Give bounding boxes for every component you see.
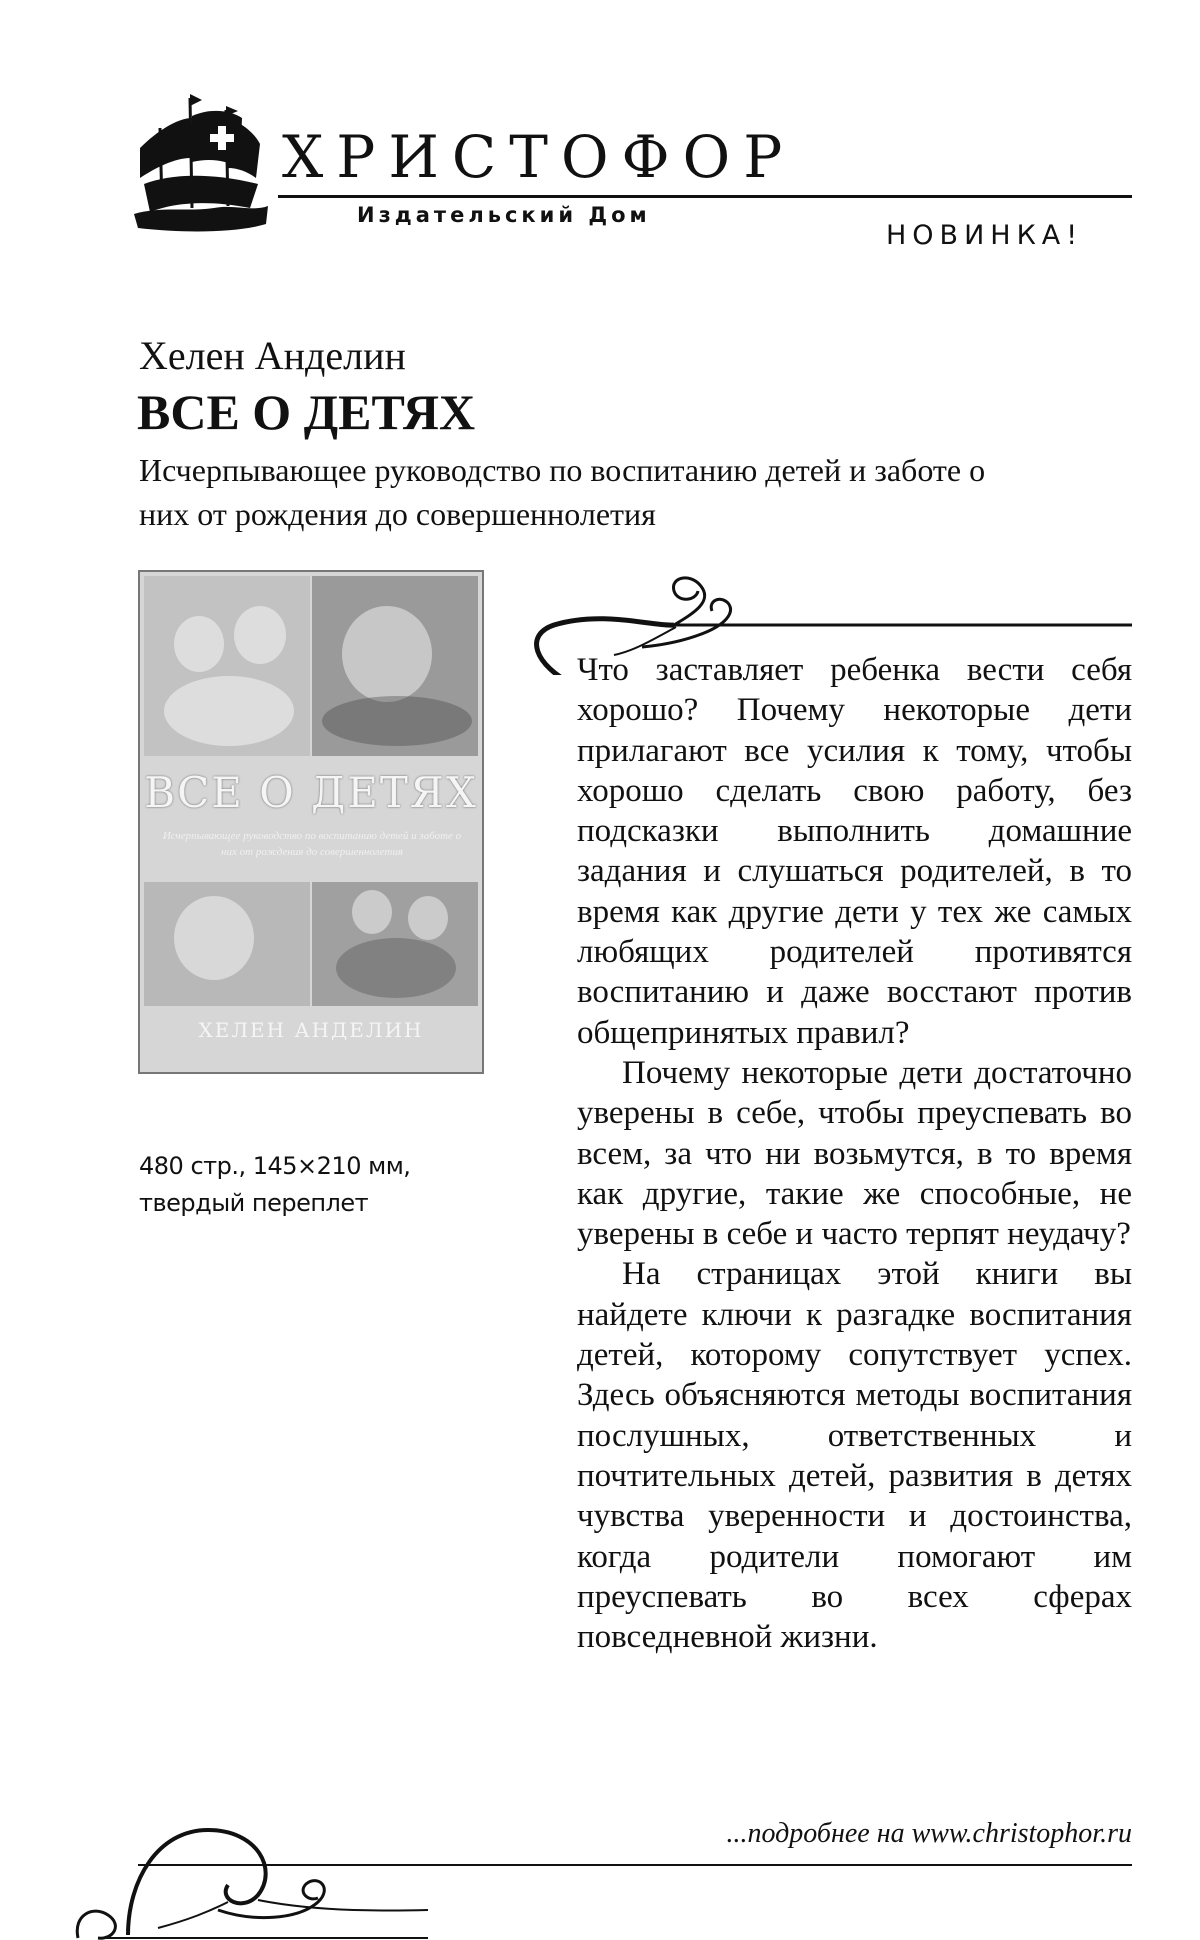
book-specs xyxy=(139,1148,499,1222)
description-paragraph: Что заставляет ребенка вести себя хорошо? Почему некоторые дети прилагают все усилия к тому, чтобы хорошо сделать свою работу, без подсказки выполнить домашние задания и слушаться родителей, в то время как другие дети у тех же самых любящих родителей противятся воспитанию и даже восстают против общепринятых правил? xyxy=(577,652,1132,1051)
cover-title: ВСЕ О ДЕТЯХ xyxy=(144,768,478,817)
publisher-name: ХРИСТОФОР xyxy=(282,123,796,191)
book-specs-binding: твердый переплет xyxy=(139,1189,369,1217)
book-description xyxy=(577,650,1132,1657)
book-subtitle: Исчерпывающее руководство по воспитанию детей и заботе о них от рождения до совершеннолетия xyxy=(139,452,986,532)
footer-rule xyxy=(138,1864,1132,1866)
cover-photo-girl xyxy=(312,576,478,756)
publisher-subtitle: Издательский Дом xyxy=(357,203,651,227)
sailing-ship-icon xyxy=(130,88,270,238)
book-title: ВСЕ О ДЕТЯХ xyxy=(137,384,476,440)
cover-author: ХЕЛЕН АНДЕЛИН xyxy=(198,1018,424,1042)
description-paragraph: Почему некоторые дети достаточно уверены в себе, чтобы преуспевать во всем, за что ни возьмутся, в то время как другие, такие же способные, не уверены в себе и часто терпят неудачу? xyxy=(577,1054,1132,1253)
cover-photo-teens xyxy=(312,882,478,1006)
website-link[interactable]: ...подробнее на www.christophor.ru xyxy=(726,1818,1132,1849)
cover-tagline: Исчерпывающее руководство по воспитанию детей и заботе о них от рождения до совершеннолетия xyxy=(162,830,462,858)
book-specs-pages-size: 480 стр., 145×210 мм, xyxy=(139,1152,411,1180)
header-rule xyxy=(278,195,1132,198)
book-author: Хелен Анделин xyxy=(139,333,406,378)
description-paragraph: На страницах этой книги вы найдете ключи к разгадке воспитания детей, которому сопутствует успех. Здесь объясняются методы воспитания послушных, ответственных и почтительных детей, развития в детях чувства уверенности и достоинства, когда родители помогают им преуспевать во всех сферах повседневной жизни. xyxy=(577,1256,1132,1656)
cover-photo-baby xyxy=(144,882,310,1006)
book-cover xyxy=(138,570,484,1074)
cover-photo-toddlers xyxy=(144,576,310,756)
new-release-badge: НОВИНКА! xyxy=(886,220,1084,251)
